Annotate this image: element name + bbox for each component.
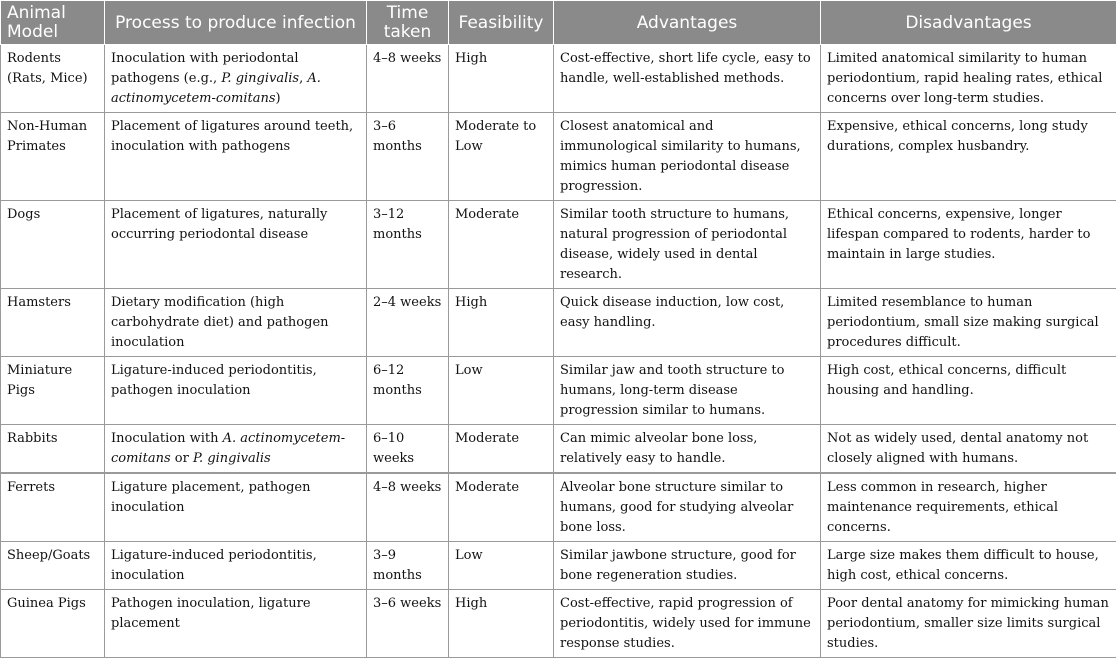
cell-advantages: Cost-effective, rapid progression of periodontitis, widely used for immune response studies. bbox=[554, 590, 821, 658]
cell-feasibility: High bbox=[449, 590, 554, 658]
cell-feasibility: High bbox=[449, 289, 554, 357]
cell-disadvantages: Poor dental anatomy for mimicking human periodontium, smaller size limits surgical studies. bbox=[821, 590, 1116, 658]
cell-model: Guinea Pigs bbox=[1, 590, 105, 658]
cell-process: Placement of ligatures, naturally occurring periodontal disease bbox=[105, 201, 367, 289]
cell-disadvantages: Limited anatomical similarity to human periodontium, rapid healing rates, ethical concerns over long-term studies. bbox=[821, 45, 1116, 113]
table-row bbox=[1, 425, 1116, 474]
cell-advantages: Similar jawbone structure, good for bone regeneration studies. bbox=[554, 542, 821, 590]
header-advantages: Advantages bbox=[554, 1, 821, 45]
table-row bbox=[1, 289, 1116, 357]
cell-disadvantages: Expensive, ethical concerns, long study durations, complex husbandry. bbox=[821, 113, 1116, 201]
cell-advantages: Similar jaw and tooth structure to humans, long-term disease progression similar to humans. bbox=[554, 357, 821, 425]
process-text: Inoculation with bbox=[111, 431, 223, 446]
process-species: P. gingivalis bbox=[221, 71, 299, 86]
process-species: A. actinomycetem-comitans bbox=[111, 431, 345, 466]
cell-model: Non-Human Primates bbox=[1, 113, 105, 201]
cell-time: 3–6 weeks bbox=[367, 590, 449, 658]
header-animal-model: Animal Model bbox=[1, 1, 105, 45]
cell-model: Miniature Pigs bbox=[1, 357, 105, 425]
cell-process: Placement of ligatures around teeth, inoculation with pathogens bbox=[105, 113, 367, 201]
cell-time: 6–10 weeks bbox=[367, 425, 449, 474]
cell-time: 3–9 months bbox=[367, 542, 449, 590]
cell-advantages: Alveolar bone structure similar to humans, good for studying alveolar bone loss. bbox=[554, 473, 821, 542]
cell-advantages: Similar tooth structure to humans, natural progression of periodontal disease, widely used in dental research. bbox=[554, 201, 821, 289]
cell-feasibility: Low bbox=[449, 542, 554, 590]
cell-disadvantages: Not as widely used, dental anatomy not closely aligned with humans. bbox=[821, 425, 1116, 474]
process-text: ) bbox=[276, 91, 281, 106]
table-row bbox=[1, 473, 1116, 542]
cell-disadvantages: Ethical concerns, expensive, longer lifespan compared to rodents, harder to maintain in large studies. bbox=[821, 201, 1116, 289]
process-text: or bbox=[171, 451, 193, 466]
process-species: A. actinomycetem-comitans bbox=[111, 71, 321, 106]
cell-model: Hamsters bbox=[1, 289, 105, 357]
header-disadvantages: Disadvantages bbox=[821, 1, 1116, 45]
cell-model: Sheep/Goats bbox=[1, 542, 105, 590]
cell-model: Dogs bbox=[1, 201, 105, 289]
cell-advantages: Quick disease induction, low cost, easy handling. bbox=[554, 289, 821, 357]
table-row bbox=[1, 45, 1116, 113]
cell-time: 6–12 months bbox=[367, 357, 449, 425]
cell-process: Ligature-induced periodontitis, pathogen inoculation bbox=[105, 357, 367, 425]
process-text: Inoculation with periodontal pathogens (e.g., bbox=[111, 51, 299, 86]
cell-time: 4–8 weeks bbox=[367, 473, 449, 542]
cell-model: Ferrets bbox=[1, 473, 105, 542]
cell-process: Pathogen inoculation, ligature placement bbox=[105, 590, 367, 658]
cell-process: Dietary modification (high carbohydrate diet) and pathogen inoculation bbox=[105, 289, 367, 357]
cell-feasibility: High bbox=[449, 45, 554, 113]
header-process: Process to produce infection bbox=[105, 1, 367, 45]
cell-model: Rabbits bbox=[1, 425, 105, 474]
table-body bbox=[1, 45, 1116, 658]
cell-advantages: Cost-effective, short life cycle, easy to handle, well-established methods. bbox=[554, 45, 821, 113]
cell-process bbox=[105, 45, 367, 113]
cell-feasibility: Moderate bbox=[449, 201, 554, 289]
table-row bbox=[1, 201, 1116, 289]
cell-feasibility: Moderate bbox=[449, 473, 554, 542]
cell-time: 3–12 months bbox=[367, 201, 449, 289]
table-row bbox=[1, 542, 1116, 590]
cell-disadvantages: Limited resemblance to human periodontium, small size making surgical procedures difficult. bbox=[821, 289, 1116, 357]
table-row bbox=[1, 590, 1116, 658]
cell-time: 3–6 months bbox=[367, 113, 449, 201]
process-species: P. gingivalis bbox=[193, 451, 271, 466]
header-time: Time taken bbox=[367, 1, 449, 45]
cell-model: Rodents (Rats, Mice) bbox=[1, 45, 105, 113]
cell-time: 4–8 weeks bbox=[367, 45, 449, 113]
cell-disadvantages: High cost, ethical concerns, difficult housing and handling. bbox=[821, 357, 1116, 425]
cell-advantages: Can mimic alveolar bone loss, relatively easy to handle. bbox=[554, 425, 821, 474]
cell-disadvantages: Less common in research, higher maintenance requirements, ethical concerns. bbox=[821, 473, 1116, 542]
table-header bbox=[1, 1, 1116, 45]
cell-feasibility: Low bbox=[449, 357, 554, 425]
table-row bbox=[1, 357, 1116, 425]
cell-feasibility: Moderate bbox=[449, 425, 554, 474]
cell-disadvantages: Large size makes them difficult to house, high cost, ethical concerns. bbox=[821, 542, 1116, 590]
cell-process: Ligature placement, pathogen inoculation bbox=[105, 473, 367, 542]
process-text: , bbox=[299, 71, 307, 86]
table-row bbox=[1, 113, 1116, 201]
cell-process bbox=[105, 425, 367, 474]
cell-feasibility: Moderate to Low bbox=[449, 113, 554, 201]
cell-advantages: Closest anatomical and immunological similarity to humans, mimics human periodontal disease progression. bbox=[554, 113, 821, 201]
cell-process: Ligature-induced periodontitis, inoculation bbox=[105, 542, 367, 590]
header-row bbox=[1, 1, 1116, 45]
header-feasibility: Feasibility bbox=[449, 1, 554, 45]
cell-time: 2–4 weeks bbox=[367, 289, 449, 357]
